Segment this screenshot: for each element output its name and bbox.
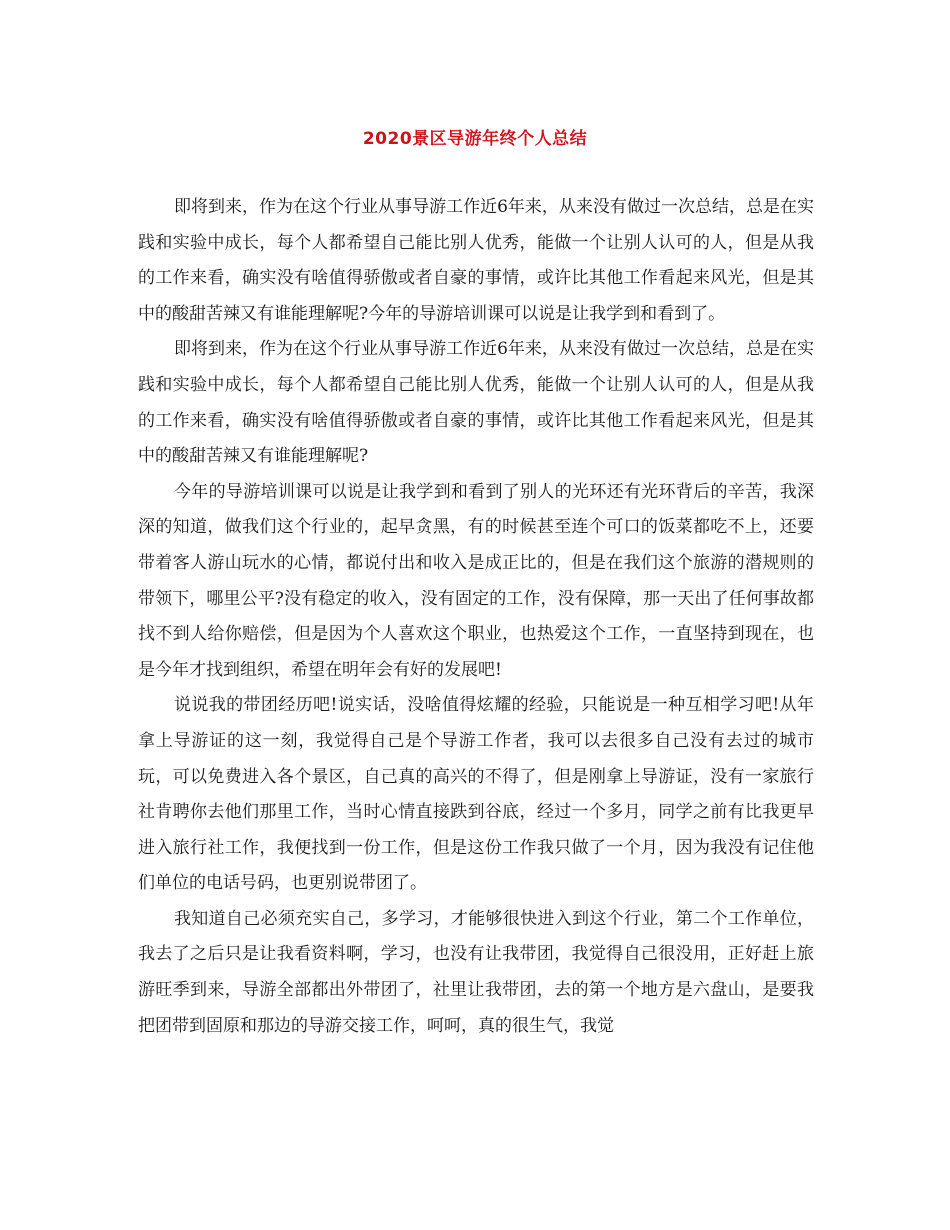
document-title: 2020景区导游年终个人总结 (362, 129, 588, 149)
document-body (138, 190, 814, 1044)
paragraph: 即将到来，作为在这个行业从事导游工作近6年来，从来没有做过一次总结，总是在实践和实验中成长，每个人都希望自己能比别人优秀，能做一个让别人认可的人，但是从我的工作来看，确实没有啥值得骄傲或者自豪的事情，或许比其他工作看起来风光，但是其中的酸甜苦辣又有谁能理解呢? (138, 339, 814, 467)
paragraph: 我知道自己必须充实自己，多学习，才能够很快进入到这个行业，第二个工作单位，我去了之后只是让我看资料啊，学习，也没有让我带团，我觉得自己很没用，正好赶上旅游旺季到来，导游全部都出外带团了，社里让我带团，去的第一个地方是六盘山，是要我把团带到固原和那边的导游交接工作，呵呵，真的很生气，我觉 (138, 908, 814, 1036)
paragraph: 今年的导游培训课可以说是让我学到和看到了别人的光环还有光环背后的辛苦，我深深的知道，做我们这个行业的，起早贪黑，有的时候甚至连个可口的饭菜都吃不上，还要带着客人游山玩水的心情，都说付出和收入是成正比的，但是在我们这个旅游的潜规则的带领下，哪里公平?没有稳定的收入，没有固定的工作，没有保障，那一天出了任何事故都找不到人给你赔偿，但是因为个人喜欢这个职业，也热爱这个工作，一直坚持到现在，也是今年才找到组织，希望在明年会有好的发展吧! (138, 481, 814, 680)
paragraph: 即将到来，作为在这个行业从事导游工作近6年来，从来没有做过一次总结，总是在实践和实验中成长，每个人都希望自己能比别人优秀，能做一个让别人认可的人，但是从我的工作来看，确实没有啥值得骄傲或者自豪的事情，或许比其他工作看起来风光，但是其中的酸甜苦辣又有谁能理解呢?今年的导游培训课可以说是让我学到和看到了。 (138, 197, 814, 324)
paragraph: 说说我的带团经历吧!说实话，没啥值得炫耀的经验，只能说是一种互相学习吧!从年拿上导游证的这一刻，我觉得自己是个导游工作者，我可以去很多自己没有去过的城市玩，可以免费进入各个景区，自己真的高兴的不得了，但是刚拿上导游证，没有一家旅行社肯聘你去他们那里工作，当时心情直接跌到谷底，经过一个多月，同学之前有比我更早进入旅行社工作，我便找到一份工作，但是这份工作我只做了一个月，因为我没有记住他们单位的电话号码，也更别说带团了。 (138, 695, 814, 894)
